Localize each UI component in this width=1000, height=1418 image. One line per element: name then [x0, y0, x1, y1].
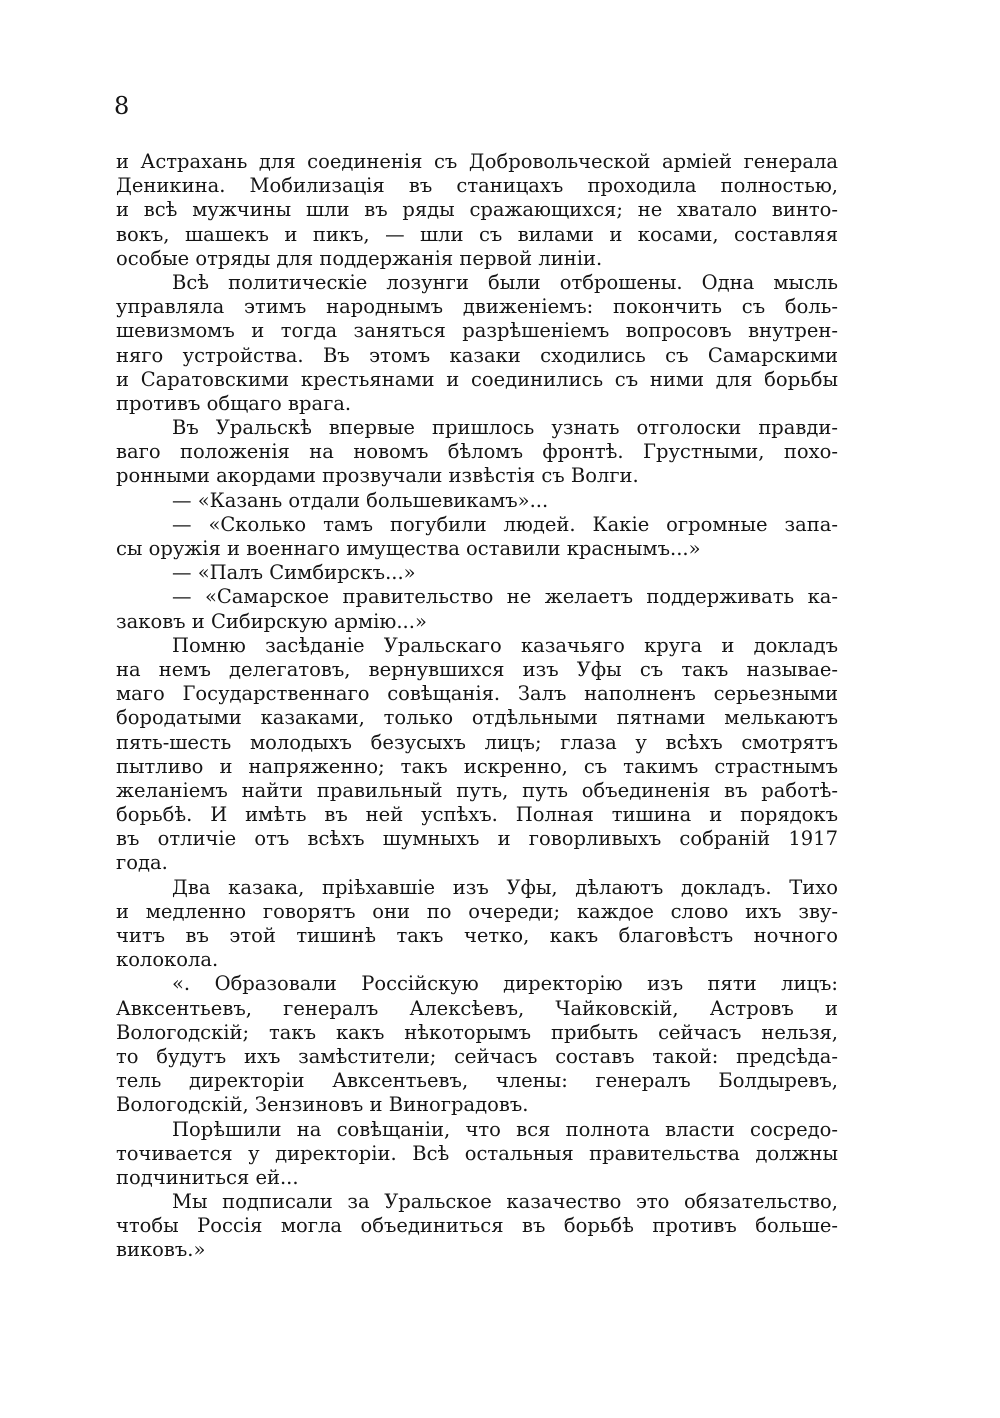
text-line: Всѣ политическіе лозунги были отброшены. Одна мысль: [172, 270, 838, 294]
text-line: бородатыми казаками, только отдѣльными пятнами мелькаютъ: [116, 706, 838, 730]
text-line: противъ общаго врага.: [116, 391, 352, 415]
text-line: пытливо и напряженно; такъ искренно, съ такимъ страстнымъ: [116, 754, 838, 778]
text-line: особые отряды для поддержанія первой линіи.: [116, 246, 603, 270]
text-line: точивается у директоріи. Всѣ остальныя правительства должны: [116, 1141, 838, 1165]
text-line: пять-шесть молодыхъ безусыхъ лицъ; глаза у всѣхъ смотрятъ: [116, 730, 838, 754]
text-line: Порѣшили на совѣщаніи, что вся полнота власти сосредо-: [172, 1117, 838, 1141]
text-line: подчиниться ей...: [116, 1165, 299, 1189]
text-line: маго Государственнаго совѣщанія. Залъ наполненъ серьезными: [116, 682, 838, 706]
text-line: и медленно говорятъ они по очереди; каждое слово ихъ зву-: [116, 899, 838, 923]
text-line: Вологодскій, Зензиновъ и Виноградовъ.: [116, 1093, 529, 1117]
text-line: желаніемъ найти правильный путь, путь объединенія въ работѣ-: [116, 778, 838, 802]
page-number: 8: [114, 92, 130, 120]
text-line: сы оружія и военнаго имущества оставили краснымъ...»: [116, 537, 701, 560]
text-line: на немъ делегатовъ, вернувшихся изъ Уфы съ такъ называе-: [116, 657, 838, 681]
text-line: и Саратовскими крестьянами и соединились съ ними для борьбы: [116, 367, 838, 391]
text-line: Два казака, пріѣхавшіе изъ Уфы, дѣлаютъ докладъ. Тихо: [172, 875, 838, 899]
text-line: колокола.: [116, 948, 219, 972]
text-line: Вологодскій; такъ какъ нѣкоторымъ прибыть сейчасъ нельзя,: [116, 1020, 838, 1044]
text-line: то будутъ ихъ замѣстители; сейчасъ составъ такой: предсѣда-: [116, 1044, 838, 1068]
text-line: читъ въ этой тишинѣ такъ четко, какъ благовѣстъ ночного: [116, 924, 838, 947]
text-line: чтобы Россія могла объединиться въ борьбѣ противъ больше-: [116, 1214, 838, 1238]
body-text: [116, 150, 838, 1263]
text-line: и всѣ мужчины шли въ ряды сражающихся; не хватало винто-: [116, 198, 838, 222]
text-line: Мы подписали за Уральское казачество это обязательство,: [172, 1190, 838, 1214]
text-line: ваго положенія на новомъ бѣломъ фронтѣ. Грустными, похо-: [116, 440, 838, 464]
text-line: — «Казань отдали большевикамъ»...: [172, 488, 549, 512]
text-line: тель директоріи Авксентьевъ, члены: генералъ Болдыревъ,: [116, 1069, 838, 1093]
text-line: и Астрахань для соединенія съ Добровольческой арміей генерала: [116, 150, 838, 173]
text-line: Авксентьевъ, генералъ Алексѣевъ, Чайковскій, Астровъ и: [116, 996, 838, 1020]
text-line: виковъ.»: [116, 1238, 206, 1262]
text-line: заковъ и Сибирскую армію...»: [116, 609, 427, 633]
text-line: Помню засѣданіе Уральскаго казачьяго круга и докладъ: [172, 633, 838, 657]
text-line: «. Образовали Россійскую директорію изъ пяти лицъ:: [172, 972, 838, 996]
text-line: Въ Уральскѣ впервые пришлось узнать отголоски правди-: [172, 416, 838, 440]
text-line: борьбѣ. И имѣть въ ней успѣхъ. Полная тишина и порядокъ: [116, 803, 838, 827]
text-line: ронными акордами прозвучали извѣстія съ Волги.: [116, 464, 639, 488]
text-line: — «Сколько тамъ погубили людей. Какіе огромные запа-: [172, 512, 838, 536]
text-line: вокъ, шашекъ и пикъ, — шли съ вилами и косами, составляя: [116, 222, 838, 246]
text-line: шевизмомъ и тогда заняться разрѣшеніемъ вопросовъ внутрен-: [116, 319, 838, 343]
text-line: няго устройства. Въ этомъ казаки сходились съ Самарскими: [116, 343, 838, 367]
text-line: въ отличіе отъ всѣхъ шумныхъ и говорливыхъ собраній 1917: [116, 827, 838, 851]
text-line: года.: [116, 851, 168, 875]
text-line: — «Самарское правительство не желаетъ поддерживать ка-: [172, 585, 838, 609]
text-line: — «Палъ Симбирскъ...»: [172, 561, 416, 585]
text-line: управляла этимъ народнымъ движеніемъ: покончить съ боль-: [116, 295, 838, 319]
text-line: Деникина. Мобилизація въ станицахъ проходила полностью,: [116, 174, 838, 198]
